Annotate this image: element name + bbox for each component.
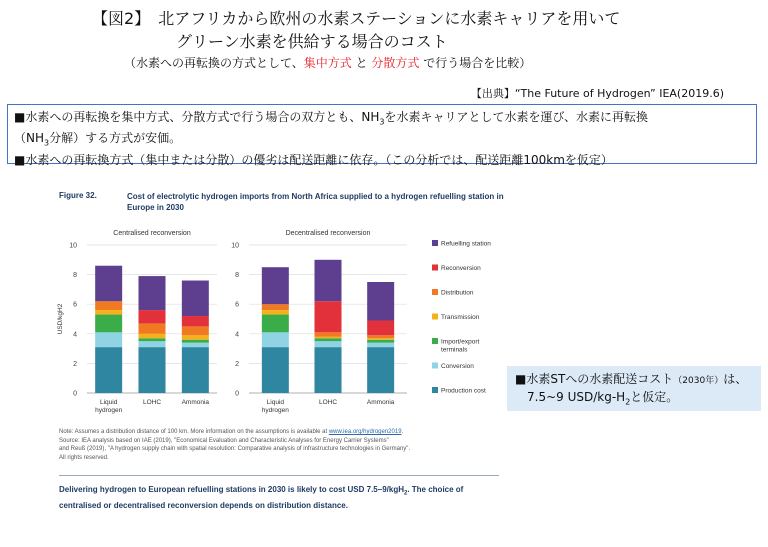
- legend-label: Distribution: [441, 289, 474, 297]
- callout-prefix: ■水素STへの水素配送コスト: [515, 372, 674, 386]
- bar-segment: [367, 340, 394, 343]
- callout-line2-b: と仮定。: [630, 390, 679, 404]
- bar-segment: [95, 310, 122, 314]
- x-tick-label: hydrogen: [95, 407, 123, 414]
- note-link[interactable]: www.iea.org/hydrogen2019: [328, 429, 402, 435]
- figure-rights: All rights reserved.: [59, 454, 109, 461]
- bar-segment: [139, 341, 166, 347]
- bar-segment: [315, 347, 342, 393]
- bar-segment: [182, 316, 209, 326]
- conclusion-sub: 2: [403, 490, 408, 497]
- x-tick-label: Liquid: [99, 399, 118, 406]
- callout-line1: [515, 371, 753, 389]
- bar-segment: [95, 332, 122, 347]
- figure-divider: [59, 475, 499, 476]
- bar-segment: [262, 267, 289, 304]
- bar-segment: [315, 337, 342, 338]
- callout-mid: は、: [723, 372, 748, 386]
- subtitle-centralised: 集中方式: [303, 56, 352, 70]
- legend-swatch: [432, 289, 438, 295]
- source-citation: 【出典】“The Future of Hydrogen” IEA(2019.6): [470, 87, 724, 100]
- summary-line2: [14, 130, 750, 151]
- legend-label: Production cost: [441, 387, 486, 395]
- callout-line2-a: 7.5~9 USD/kg-H: [527, 390, 626, 404]
- bar-segment: [315, 260, 342, 301]
- bar-segment: [139, 334, 166, 338]
- summary-line3: ■水素への再転換方式（集中または分散）の優劣は配送距離に依存。（この分析では、配送距離100kmを仮定）: [14, 152, 613, 167]
- figure-number: Figure 32.: [59, 191, 97, 200]
- callout-year: （2030年）: [673, 376, 724, 386]
- figure-source-1: Source: IEA analysis based on IAE (2019), "Economical Evaluation and Characteristic Analyses for Energy Carrier Systems": [59, 437, 389, 444]
- callout-line2-sub: 2: [625, 397, 631, 407]
- bar-segment: [315, 301, 342, 332]
- y-tick-label: 0: [73, 390, 77, 398]
- slide-title-line1: [92, 6, 620, 29]
- summary-line2-sub: 3: [44, 138, 50, 148]
- x-tick-label: Liquid: [266, 399, 285, 406]
- y-tick-label: 4: [235, 331, 239, 339]
- summary-box: [7, 104, 757, 167]
- summary-line2-suffix: 分解）する方式が安価。: [49, 131, 182, 146]
- bar-segment: [95, 266, 122, 302]
- bar-segment: [182, 340, 209, 343]
- bar-segment: [367, 335, 394, 338]
- bar-segment: [182, 335, 209, 339]
- bar-segment: [95, 347, 122, 393]
- summary-line2-prefix: （NH: [14, 131, 45, 146]
- y-tick-label: 8: [73, 272, 77, 280]
- x-tick-label: Ammonia: [366, 399, 395, 406]
- y-tick-label: 10: [69, 242, 77, 250]
- bar-segment: [262, 304, 289, 310]
- subtitle-close: で行う場合を比較）: [419, 56, 532, 70]
- legend-swatch: [432, 265, 438, 271]
- x-tick-label: LOHC: [318, 399, 338, 406]
- y-tick-label: 6: [235, 301, 239, 309]
- bar-segment: [139, 310, 166, 323]
- bar-segment: [182, 347, 209, 393]
- delivery-cost-callout: [507, 366, 761, 411]
- y-tick-label: 4: [73, 331, 77, 339]
- summary-line1: [14, 109, 750, 130]
- legend-label: Refuelling station: [441, 240, 491, 248]
- bar-segment: [139, 338, 166, 341]
- bar-segment: [315, 338, 342, 341]
- y-tick-label: 10: [231, 242, 239, 250]
- summary-line1-sub: 3: [379, 117, 385, 127]
- y-axis-label: USD/kgH2: [57, 303, 64, 335]
- slide-title-line2: グリーン水素を供給する場合のコスト: [176, 32, 448, 51]
- x-tick-label: hydrogen: [261, 407, 289, 414]
- legend-label: Reconversion: [441, 265, 481, 272]
- figure-conclusion: [59, 484, 499, 511]
- subtitle-open: （水素への再転換の方式として、: [124, 56, 304, 70]
- bar-segment: [367, 338, 394, 339]
- title-line1-text: 北アフリカから欧州の水素ステーションに水素キャリアを用いて: [158, 9, 621, 28]
- bar-segment: [262, 332, 289, 347]
- legend-swatch: [432, 338, 438, 344]
- bar-segment: [367, 282, 394, 320]
- panel-title: Centralised reconversion: [113, 230, 191, 237]
- bar-segment: [182, 281, 209, 317]
- legend-swatch: [432, 387, 438, 393]
- note-text: Note: Assumes a distribution distance of 100 km. More information on the assumptions is available at: [59, 429, 329, 435]
- bar-segment: [182, 343, 209, 347]
- legend-label: Import/export: [441, 338, 480, 346]
- y-tick-label: 2: [73, 360, 77, 368]
- bar-segment: [139, 347, 166, 393]
- figure-title: Cost of electrolytic hydrogen imports from North Africa supplied to a hydrogen refuelling station in Europe in 2030: [127, 192, 504, 212]
- y-tick-label: 0: [235, 390, 239, 398]
- callout-line2: [515, 389, 753, 410]
- bar-segment: [182, 326, 209, 335]
- legend-label: Conversion: [441, 363, 474, 370]
- legend-label: Transmission: [441, 314, 480, 321]
- bar-segment: [367, 320, 394, 335]
- subtitle-decentralised: 分散方式: [371, 56, 420, 70]
- x-tick-label: LOHC: [142, 399, 162, 406]
- stacked-bar-chart: [49, 181, 507, 426]
- legend-swatch: [432, 314, 438, 320]
- figure-notes: [59, 428, 499, 462]
- bar-segment: [315, 332, 342, 336]
- subtitle-and: と: [351, 56, 372, 70]
- bar-segment: [262, 315, 289, 333]
- panel-title: Decentralised reconversion: [285, 230, 371, 237]
- summary-line1-prefix: ■水素への再転換を集中方式、分散方式で行う場合の双方とも、NH: [14, 110, 380, 124]
- bar-segment: [315, 341, 342, 347]
- bar-segment: [139, 276, 166, 310]
- legend-swatch: [432, 240, 438, 246]
- conclusion-a: Delivering hydrogen to European refuelling stations in 2030 is likely to cost USD 7.5–9/kgH: [59, 485, 404, 494]
- conclusion-b: . The choice of centralised or decentralised reconversion depends on distribution distance.: [59, 485, 464, 510]
- bar-segment: [262, 347, 289, 393]
- bar-segment: [139, 323, 166, 333]
- iea-figure: [49, 181, 507, 533]
- bar-segment: [367, 343, 394, 347]
- summary-line1-suffix: を水素キャリアとして水素を運び、水素に再転換: [384, 110, 648, 124]
- bar-segment: [367, 347, 394, 393]
- note-suffix: .: [401, 429, 404, 435]
- y-tick-label: 2: [235, 360, 239, 368]
- legend-swatch: [432, 363, 438, 369]
- bar-segment: [95, 301, 122, 310]
- figure-tag: 【図2】: [92, 9, 151, 28]
- bar-segment: [95, 315, 122, 333]
- x-tick-label: Ammonia: [181, 399, 210, 406]
- figure-note: [59, 428, 499, 437]
- y-tick-label: 8: [235, 272, 239, 280]
- slide-subtitle: [124, 54, 531, 71]
- figure-source-2: and Reuß (2019), "A hydrogen supply chain with spatial resolution: Comparative analysis of infrastructure technologies in Germany".: [59, 446, 411, 452]
- bar-segment: [262, 310, 289, 314]
- legend-label: terminals: [441, 346, 468, 354]
- y-tick-label: 6: [73, 301, 77, 309]
